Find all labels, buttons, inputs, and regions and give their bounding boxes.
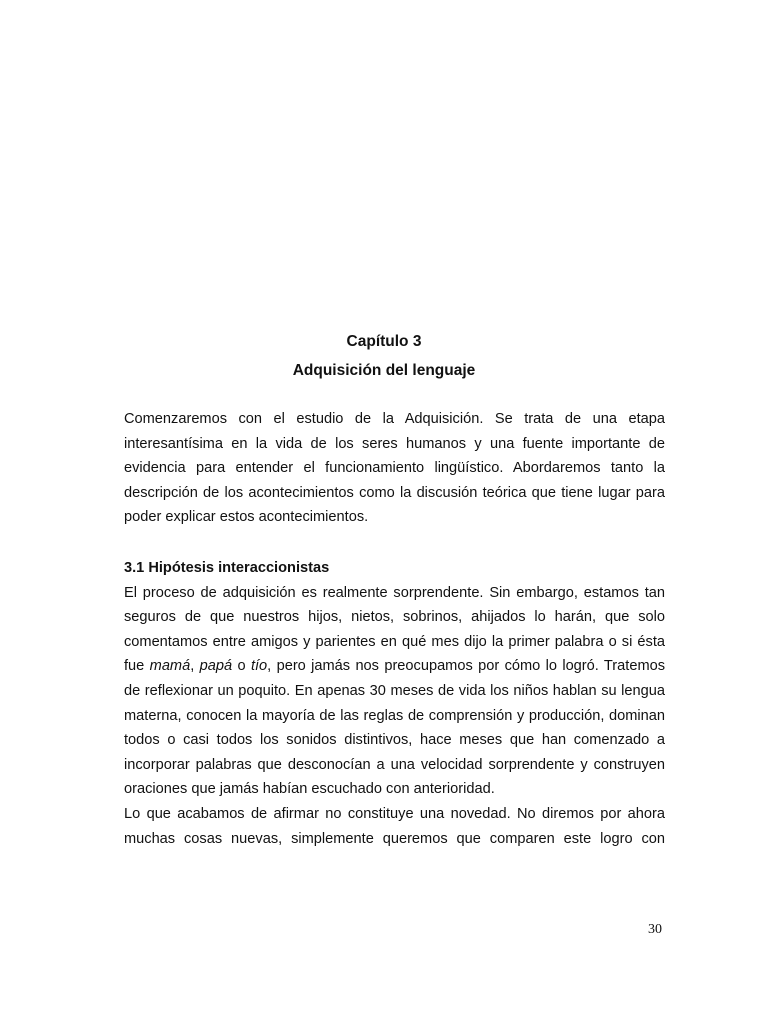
section-paragraph-2: Lo que acabamos de afirmar no constituye una novedad. No diremos por ahora muchas cosas nuevas, simplemente queremos que comparen este logro con bbox=[124, 805, 665, 847]
paragraph-text: El proceso de adquisición es realmente sorprendente. Sin embargo, estamos tan seguros de que nuestros hijos, nietos, sobrinos, ahijados lo harán, que solo comentamos entre amigos y parientes en qué mes dijo la primer palabra o si ésta fue bbox=[124, 584, 665, 675]
emphasized-word: tío bbox=[250, 658, 268, 675]
chapter-number: Capítulo 3 bbox=[346, 333, 422, 350]
section-heading: 3.1 Hipótesis interaccionistas bbox=[124, 560, 330, 576]
page-number: 30 bbox=[648, 922, 662, 937]
separator-text: o bbox=[232, 658, 251, 675]
chapter-title: Adquisición del lenguaje bbox=[292, 362, 476, 379]
section-paragraph-1 bbox=[124, 581, 665, 802]
emphasized-word: mamá bbox=[149, 658, 191, 675]
intro-block bbox=[124, 407, 665, 530]
emphasized-word: papá bbox=[199, 658, 233, 675]
section-block bbox=[124, 556, 665, 851]
intro-paragraph: Comenzaremos con el estudio de la Adquisición. Se trata de una etapa interesantísima en la vida de los seres humanos y una fuente importante de evidencia para entender el funcionamiento lingüístico. Abordaremos tanto la descripción de los acontecimientos como la discusión teórica que tiene lugar para poder explicar estos acontecimientos. bbox=[124, 411, 665, 526]
paragraph-text: , pero jamás nos preocupamos por cómo lo logró. Tratemos de reflexionar un poquito. En apenas 30 meses de vida los niños hablan su lengua materna, conocen la mayoría de las reglas de comprensión y producción, dominan todos o casi todos los sonidos distintivos, hace meses que han comenzado a incorporar palabras que desconocían a una velocidad sorprendente y construyen oraciones que jamás habían escuchado con anterioridad. bbox=[124, 658, 666, 798]
separator-text: , bbox=[190, 658, 200, 675]
